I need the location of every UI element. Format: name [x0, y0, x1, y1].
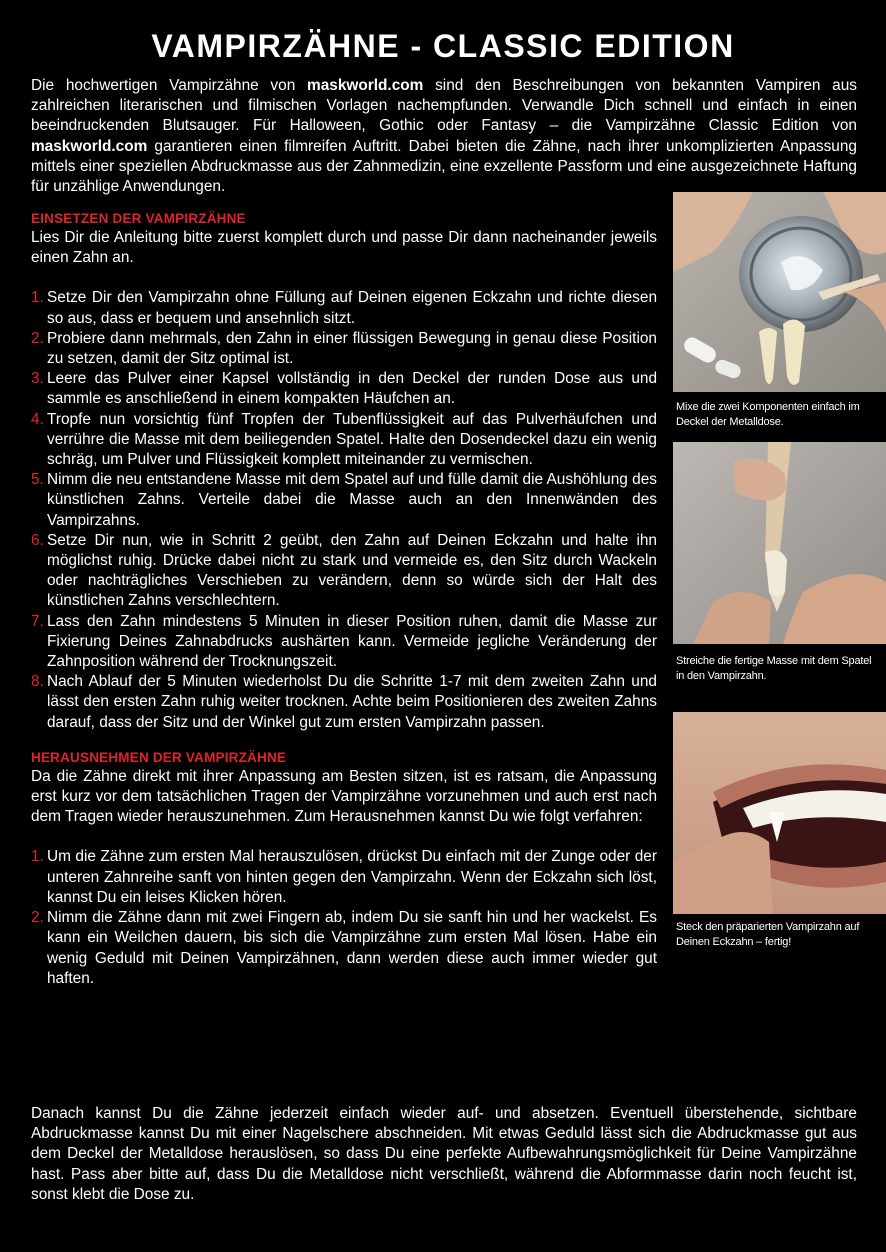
photo-insertion [673, 712, 886, 914]
caption-insertion: Steck den präparierten Vampirzahn auf Deinen Eckzahn – fertig! [676, 921, 860, 948]
brand-name: maskworld.com [31, 137, 148, 155]
instruction-step [31, 470, 657, 531]
intro-text-2: sind den Beschreibungen von bekannten Vampiren aus zahlreichen literarischen und filmischen Vorlagen nachempfunden. Verwandle Dich schnell und einfach in einen beeindruckenden Blutsauger. Für Halloween, Gothic oder Fantasy – die Vampirzähne Classic Edition von [31, 77, 857, 135]
section-intro-insert: Lies Dir die Anleitung bitte zuerst komplett durch und passe Dir dann nacheinander jeweils einen Zahn an. [31, 229, 657, 267]
section-intro-remove: Da die Zähne direkt mit ihrer Anpassung am Besten sitzen, ist es ratsam, die Anpassung erst kurz vor dem tatsächlichen Tragen der Vampirzähne vorzunehmen und auch erst nach dem Tragen wieder herauszunehmen. Zum Herausnehmen kannst Du wie folgt verfahren: [31, 767, 657, 826]
instruction-step [31, 672, 657, 733]
section-heading-insert: EINSETZEN DER VAMPIRZÄHNE [31, 211, 246, 226]
instruction-step [31, 531, 657, 612]
insert-steps-list [31, 288, 657, 732]
remove-steps-list [31, 847, 657, 988]
step-number: 7. [31, 612, 44, 630]
section-heading-remove: HERAUSNEHMEN DER VAMPIRZÄHNE [31, 749, 287, 765]
step-text: Um die Zähne zum ersten Mal herauszulösen, drückst Du einfach mit der Zunge oder der unteren Zahnreihe sanft von hinten gegen den Vampirzahn. Wenn der Eckzahn sich löst, kannst Du ein leises Klicken hören. [47, 848, 657, 906]
photo-mixing [673, 192, 886, 392]
step-text: Setze Dir den Vampirzahn ohne Füllung auf Deinen eigenen Eckzahn und richte diesen so aus, dass er bequem und ansehnlich sitzt. [47, 289, 657, 327]
brand-name: maskworld.com [307, 77, 424, 94]
instruction-step [31, 612, 657, 673]
step-number: 8. [31, 673, 44, 691]
photo-filling [673, 442, 886, 644]
step-number: 1. [31, 289, 44, 307]
instruction-step [31, 847, 657, 908]
instruction-step [31, 410, 657, 471]
instructions-column [31, 210, 657, 989]
step-text: Tropfe nun vorsichtig fünf Tropfen der Tubenflüssigkeit auf das Pulverhäufchen und verrühre die Masse mit dem beiliegenden Spatel. Halte den Dosendeckel dazu ein wenig schräg, um Pulver und Flüssigkeit komplett miteinander zu vermischen. [47, 410, 657, 469]
intro-paragraph [31, 76, 857, 197]
filling-photo-image [673, 442, 886, 644]
step-text: Probiere dann mehrmals, den Zahn in einer flüssigen Bewegung in genau diese Position zu setzen, damit der Sitz optimal ist. [47, 329, 657, 368]
intro-text-3: garantieren einen filmreifen Auftritt. Dabei bieten die Zähne, nach ihrer unkomplizierten Anpassung mittels einer speziellen Abdruckmasse aus der Zahnmedizin, eine exzellente Passform und eine ausgezeichnete Haftung für unzählige Anwendungen. [31, 137, 857, 196]
insertion-photo-image [673, 712, 886, 914]
step-text: Leere das Pulver einer Kapsel vollständig in den Deckel der runden Dose aus und sammle es anschließend in einem kompakten Häufchen an. [47, 370, 657, 408]
instruction-step [31, 908, 657, 989]
step-text: Setze Dir nun, wie in Schritt 2 geübt, den Zahn auf Deinen Eckzahn und halte ihn möglichst ruhig. Drücke dabei nicht zu stark und vermeide es, den Sitz durch Wackeln oder nachträgliches Verschieben zu verändern, denn so würde sich der Halt des künstlichen Zahns verschlechtern. [47, 531, 657, 610]
step-number: 4. [31, 410, 44, 428]
instruction-step [31, 329, 657, 369]
step-text: Nimm die neu entstandene Masse mit dem Spatel auf und fülle damit die Aushöhlung des künstlichen Zahns. Verteile dabei die Masse auch an den Innenwänden des Vampirzahns. [47, 471, 657, 529]
caption-filling: Streiche die fertige Masse mit dem Spatel in den Vampirzahn. [676, 655, 872, 682]
step-number: 2. [31, 909, 44, 927]
instruction-step [31, 288, 657, 328]
step-number: 6. [31, 531, 44, 549]
step-number: 5. [31, 471, 44, 489]
step-number: 1. [31, 848, 44, 866]
caption-mixing: Mixe die zwei Komponenten einfach im Deckel der Metalldose. [676, 401, 860, 428]
step-text: Lass den Zahn mindestens 5 Minuten in dieser Position ruhen, damit die Masse zur Fixierung Deines Zahnabdrucks aushärten kann. Vermeide jegliche Veränderung der Zahnposition während der Trocknungszeit. [47, 612, 657, 671]
step-text: Nimm die Zähne dann mit zwei Fingern ab, indem Du sie sanft hin und her wackelst. Es kann ein Weilchen dauern, bis sich die Vampirzähne zum ersten Mal lösen. Habe ein wenig Geduld mit Deinen Vampirzähnen, dann werden diese auch immer wieder gut haften. [47, 909, 657, 987]
closing-paragraph: Danach kannst Du die Zähne jederzeit einfach wieder auf- und absetzen. Eventuell überstehende, sichtbare Abdruckmasse kannst Du mit einer Nagelschere abschneiden. Mit etwas Geduld lässt sich die Abdruckmasse gut aus dem Deckel der Metalldose herauslösen, so dass Du eine perfekte Aufbewahrungsmöglichkeit für Deine Vampirzähne hast. Pass aber bitte auf, dass Du die Metalldose nicht verschließt, während die Abformmasse darin noch feucht ist, sonst klebt die Dose zu. [31, 1105, 857, 1203]
step-number: 3. [31, 370, 44, 388]
mixing-photo-image [673, 192, 886, 392]
page-title: VAMPIRZÄHNE - CLASSIC EDITION [151, 28, 735, 64]
instruction-step [31, 369, 657, 409]
intro-text-1: Die hochwertigen Vampirzähne von [31, 77, 308, 94]
step-text: Nach Ablauf der 5 Minuten wiederholst Du die Schritte 1-7 mit dem zweiten Zahn und lässt den ersten Zahn ruhig weiter trocknen. Achte beim Positionieren des zweiten Zahns darauf, dass der Sitz und der Winkel gut zum ersten Vampirzahn passen. [47, 673, 657, 731]
step-number: 2. [31, 329, 44, 347]
